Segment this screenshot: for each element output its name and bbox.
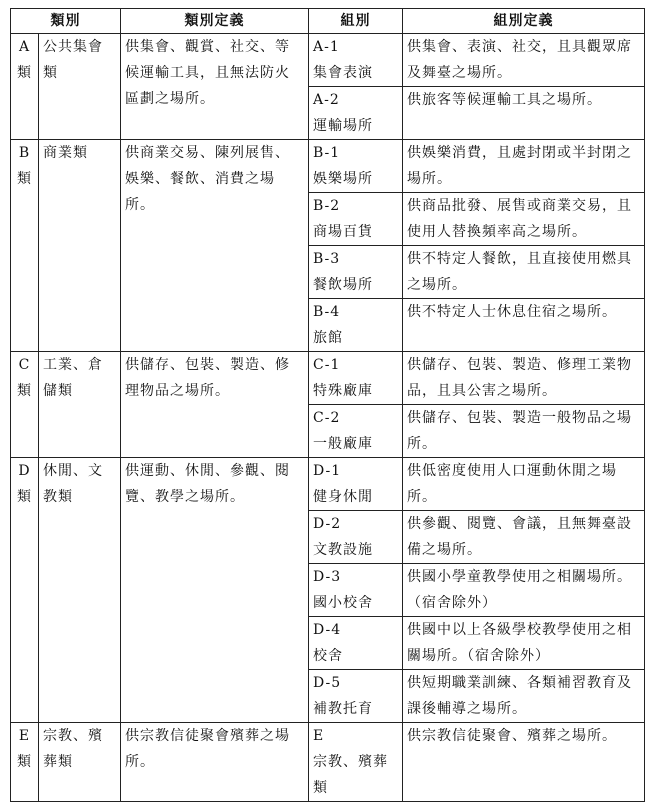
table-row: [11, 458, 645, 511]
group-definition: 供短期職業訓練、各類補習教育及課後輔導之場所。: [403, 670, 645, 723]
group-code: E: [313, 728, 325, 744]
group-name: 旅館: [313, 330, 343, 346]
group-definition: 供娛樂消費，且處封閉或半封閉之場所。: [403, 140, 645, 193]
category-definition: 供運動、休閒、參觀、閱覽、教學之場所。: [121, 458, 309, 723]
group-code: D-2: [313, 516, 342, 532]
category-letter-line: 類: [17, 383, 32, 399]
header-group-def: 組別定義: [403, 9, 645, 34]
group-code: A-2: [313, 92, 340, 108]
category-letter-line: 類: [17, 171, 32, 187]
group-definition: 供低密度使用人口運動休閒之場所。: [403, 458, 645, 511]
building-use-classification-table: [10, 8, 645, 802]
group-code: D-4: [313, 622, 342, 638]
header-row: [11, 9, 645, 34]
group-definition: 供國小學童教學使用之相關場所。（宿舍除外）: [403, 564, 645, 617]
category-letter-line: 類: [17, 754, 32, 770]
group-cell: [309, 352, 403, 405]
group-cell: [309, 458, 403, 511]
category-letter-line: B: [18, 145, 31, 161]
group-name: 娛樂場所: [313, 171, 373, 187]
group-cell: [309, 246, 403, 299]
group-name: 運輸場所: [313, 118, 373, 134]
group-cell: [309, 670, 403, 723]
group-name: 商場百貨: [313, 224, 373, 240]
group-code: B-4: [313, 304, 341, 320]
group-name: 集會表演: [313, 65, 373, 81]
group-definition: 供宗教信徒聚會、殯葬之場所。: [403, 723, 645, 802]
group-cell: [309, 723, 403, 802]
header-category: 類別: [11, 9, 121, 34]
category-letter-line: C: [18, 357, 31, 373]
group-cell: [309, 511, 403, 564]
group-cell: [309, 405, 403, 458]
header-category-def: 類別定義: [121, 9, 309, 34]
category-name: 公共集會類: [39, 34, 121, 140]
group-cell: [309, 87, 403, 140]
group-code: B-2: [313, 198, 341, 214]
group-definition: 供不特定人士休息住宿之場所。: [403, 299, 645, 352]
group-name: 宗教、殯葬類: [313, 754, 388, 796]
group-cell: [309, 299, 403, 352]
group-cell: [309, 193, 403, 246]
category-definition: 供儲存、包裝、製造、修理物品之場所。: [121, 352, 309, 458]
group-name: 一般廠庫: [313, 436, 373, 452]
group-code: A-1: [313, 39, 340, 55]
group-code: C-2: [313, 410, 341, 426]
group-name: 校舍: [313, 648, 343, 664]
group-definition: 供不特定人餐飲，且直接使用燃具之場所。: [403, 246, 645, 299]
group-name: 補教托育: [313, 701, 373, 717]
group-cell: [309, 140, 403, 193]
category-letter-line: A: [18, 39, 31, 55]
category-letter: [11, 352, 39, 458]
table-row: [11, 34, 645, 87]
header-group: 組別: [309, 9, 403, 34]
category-definition: 供集會、觀賞、社交、等候運輸工具，且無法防火區劃之場所。: [121, 34, 309, 140]
category-letter: [11, 723, 39, 802]
group-name: 國小校舍: [313, 595, 373, 611]
category-name: 工業、倉儲類: [39, 352, 121, 458]
group-cell: [309, 34, 403, 87]
category-letter-line: E: [18, 728, 31, 744]
group-code: B-3: [313, 251, 341, 267]
group-code: D-5: [313, 675, 342, 691]
category-letter-line: D: [18, 463, 31, 479]
group-cell: [309, 564, 403, 617]
group-name: 特殊廠庫: [313, 383, 373, 399]
group-name: 文教設施: [313, 542, 373, 558]
group-code: D-1: [313, 463, 342, 479]
group-definition: 供集會、表演、社交，且具觀眾席及舞臺之場所。: [403, 34, 645, 87]
category-letter: [11, 458, 39, 723]
category-name: 商業類: [39, 140, 121, 352]
category-letter: [11, 140, 39, 352]
category-letter: [11, 34, 39, 140]
category-name: 宗教、殯葬類: [39, 723, 121, 802]
group-name: 健身休閒: [313, 489, 373, 505]
group-definition: 供商品批發、展售或商業交易，且使用人替換頻率高之場所。: [403, 193, 645, 246]
table-row: [11, 352, 645, 405]
group-definition: 供國中以上各級學校教學使用之相關場所。（宿舍除外）: [403, 617, 645, 670]
category-definition: 供宗教信徒聚會殯葬之場所。: [121, 723, 309, 802]
group-definition: 供旅客等候運輸工具之場所。: [403, 87, 645, 140]
group-definition: 供儲存、包裝、製造一般物品之場所。: [403, 405, 645, 458]
category-letter-line: 類: [17, 489, 32, 505]
table-row: [11, 723, 645, 802]
group-code: C-1: [313, 357, 341, 373]
category-name: 休閒、文教類: [39, 458, 121, 723]
category-definition: 供商業交易、陳列展售、娛樂、餐飲、消費之場所。: [121, 140, 309, 352]
table-row: [11, 140, 645, 193]
group-definition: 供參觀、閱覽、會議，且無舞臺設備之場所。: [403, 511, 645, 564]
group-code: D-3: [313, 569, 342, 585]
group-code: B-1: [313, 145, 341, 161]
group-definition: 供儲存、包裝、製造、修理工業物品，且具公害之場所。: [403, 352, 645, 405]
group-cell: [309, 617, 403, 670]
table-body: [11, 34, 645, 802]
group-name: 餐飲場所: [313, 277, 373, 293]
category-letter-line: 類: [17, 65, 32, 81]
